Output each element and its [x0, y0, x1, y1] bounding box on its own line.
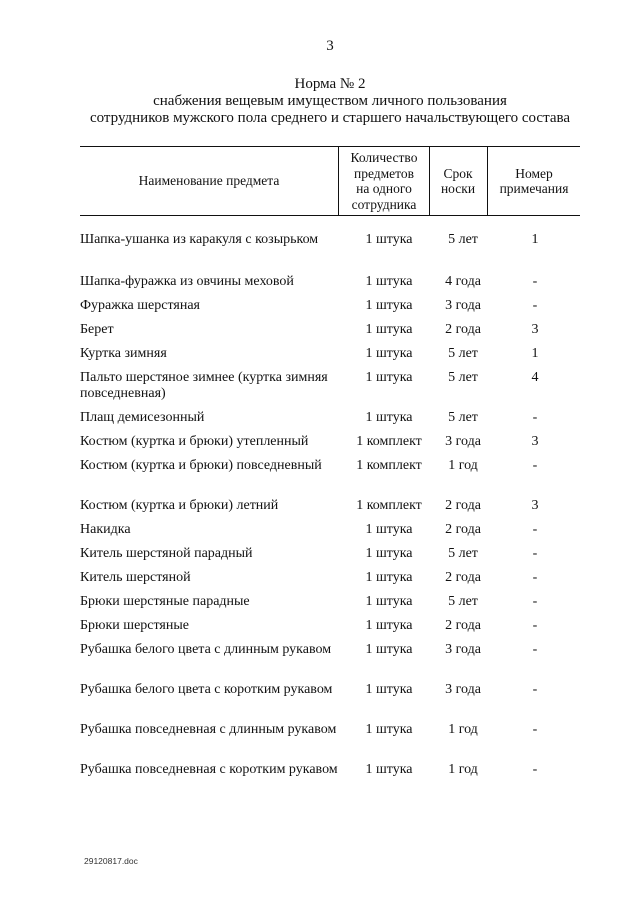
header-quantity: Количество предметов на одного сотрудника: [338, 147, 430, 215]
item-name: Куртка зимняя: [80, 346, 167, 361]
item-quantity: 1 комплект: [356, 458, 422, 473]
item-name: Костюм (куртка и брюки) летний: [80, 498, 279, 513]
item-wear-term: 2 года: [445, 618, 481, 633]
item-note-number: -: [532, 410, 538, 425]
item-quantity: 1 штука: [365, 546, 413, 561]
document-title: [0, 76, 640, 127]
item-note-number: -: [532, 570, 538, 585]
item-quantity: 1 штука: [365, 274, 413, 289]
item-wear-term: 3 года: [445, 682, 481, 697]
item-note-number: -: [532, 722, 538, 737]
item-quantity: 1 штука: [365, 722, 413, 737]
item-note-number: 1: [531, 232, 539, 247]
table-header: [80, 146, 580, 216]
item-quantity: 1 штука: [365, 642, 413, 657]
item-wear-term: 4 года: [445, 274, 481, 289]
item-name: Китель шерстяной парадный: [80, 546, 253, 561]
item-name: Брюки шерстяные парадные: [80, 594, 250, 609]
item-quantity: 1 штука: [365, 370, 413, 385]
item-name: Накидка: [80, 522, 131, 537]
item-note-number: -: [532, 594, 538, 609]
item-wear-term: 2 года: [445, 322, 481, 337]
item-name: Рубашка повседневная с длинным рукавом: [80, 722, 337, 737]
item-note-number: 1: [531, 346, 539, 361]
item-quantity: 1 комплект: [356, 498, 422, 513]
item-wear-term: 5 лет: [448, 370, 478, 385]
item-quantity: 1 штука: [365, 522, 413, 537]
item-wear-term: 1 год: [448, 458, 478, 473]
item-wear-term: 3 года: [445, 642, 481, 657]
title-norm-number: Норма № 2: [294, 76, 366, 92]
item-name: Костюм (куртка и брюки) утепленный: [80, 434, 309, 449]
item-quantity: 1 штука: [365, 298, 413, 313]
item-name: Костюм (куртка и брюки) повседневный: [80, 458, 322, 473]
item-name: Фуражка шерстяная: [80, 298, 200, 313]
item-note-number: -: [532, 642, 538, 657]
item-wear-term: 5 лет: [448, 346, 478, 361]
item-wear-term: 5 лет: [448, 546, 478, 561]
item-name: Рубашка белого цвета с коротким рукавом: [80, 682, 333, 697]
item-wear-term: 2 года: [445, 570, 481, 585]
item-note-number: -: [532, 522, 538, 537]
item-note-number: -: [532, 618, 538, 633]
item-name: Брюки шерстяные: [80, 618, 189, 633]
item-name: Рубашка повседневная с коротким рукавом: [80, 762, 338, 777]
item-quantity: 1 штука: [365, 570, 413, 585]
item-note-number: -: [532, 546, 538, 561]
item-wear-term: 3 года: [445, 434, 481, 449]
item-note-number: -: [532, 298, 538, 313]
item-note-number: -: [532, 682, 538, 697]
title-subtitle-line2: сотрудников мужского пола среднего и старшего начальствующего состава: [89, 110, 571, 126]
header-note-number: Номер примечания: [499, 165, 569, 196]
item-note-number: -: [532, 458, 538, 473]
item-name: Рубашка белого цвета с длинным рукавом: [80, 642, 332, 657]
item-note-number: 3: [531, 322, 539, 337]
item-note-number: 3: [531, 498, 539, 513]
item-quantity: 1 штука: [365, 410, 413, 425]
item-name: Берет: [80, 322, 114, 337]
item-quantity: 1 штука: [365, 346, 413, 361]
item-wear-term: 2 года: [445, 522, 481, 537]
item-wear-term: 5 лет: [448, 594, 478, 609]
item-note-number: 3: [531, 434, 539, 449]
footer-file-code: 29120817.doc: [84, 856, 138, 866]
item-name: Шапка-ушанка из каракуля с козырьком: [80, 232, 319, 247]
item-name: Китель шерстяной: [80, 570, 191, 585]
item-name: Плащ демисезонный: [80, 410, 205, 425]
item-note-number: -: [532, 274, 538, 289]
item-wear-term: 2 года: [445, 498, 481, 513]
item-wear-term: 5 лет: [448, 410, 478, 425]
item-quantity: 1 штука: [365, 232, 413, 247]
item-quantity: 1 штука: [365, 762, 413, 777]
item-wear-term: 5 лет: [448, 232, 478, 247]
item-quantity: 1 штука: [365, 618, 413, 633]
item-note-number: 4: [531, 370, 539, 385]
item-quantity: 1 комплект: [356, 434, 422, 449]
item-quantity: 1 штука: [365, 682, 413, 697]
header-item-name: Наименование предмета: [138, 173, 280, 189]
item-name: Пальто шерстяное зимнее (куртка зимняя повседневная): [80, 370, 328, 401]
title-subtitle-line1: снабжения вещевым имуществом личного пользования: [153, 93, 507, 109]
item-quantity: 1 штука: [365, 322, 413, 337]
item-wear-term: 1 год: [448, 722, 478, 737]
item-wear-term: 1 год: [448, 762, 478, 777]
item-quantity: 1 штука: [365, 594, 413, 609]
item-note-number: -: [532, 762, 538, 777]
page-number: 3: [326, 38, 334, 54]
item-wear-term: 3 года: [445, 298, 481, 313]
item-name: Шапка-фуражка из овчины меховой: [80, 274, 294, 289]
header-wear-term: Срок носки: [429, 147, 488, 215]
